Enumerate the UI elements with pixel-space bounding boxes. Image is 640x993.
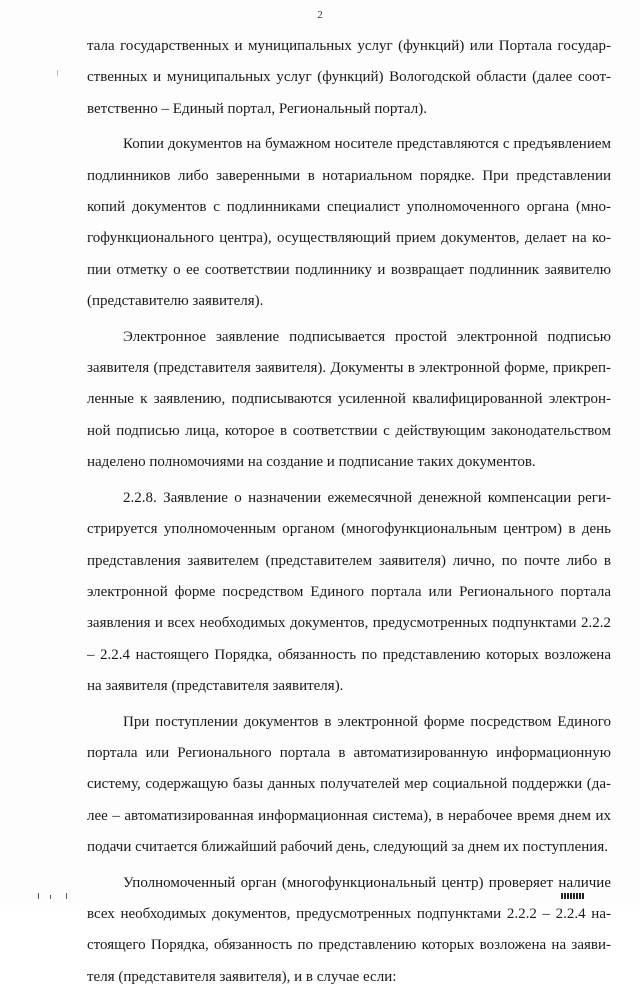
paragraph-document-copies: Копии документов на бумажном носителе представляются с предъявлением подлинников либо заверенными в нотариальном порядке. При представлении копий документов с подлинниками специалист уполномоченного органа (многофункционального центра), осуществляющий прием документов, делает на копии отметку о ее соответствии подлиннику и возвращает подлинник заявителю (представителю заявителя). — [87, 136, 611, 310]
paragraph-electronic-signature: Электронное заявление подписывается простой электронной подписью заявителя (представителя заявителя). Документы в электронной форме, прикрепленные к заявлению, подписываются усиленной квалифицированной электронной подписью лица, которое в соответствии с действующим законодательством наделено полномочиями на создание и подписание таких документов. — [87, 328, 611, 471]
paragraph-2-2-8-registration: 2.2.8. Заявление о назначении ежемесячной денежной компенсации регистрируется уполномоченным органом (многофункциональным центром) в день представления заявителем (представителем заявителя) лично, по почте либо в электронной форме посредством Единого портала или Регионального портала заявления и всех необходимых документов, предусмотренных подпунктами 2.2.2 – 2.2.4 настоящего Порядка, обязанность по представлению которых возложена на заявителя (представителя заявителя). — [87, 489, 611, 695]
scan-mark — [50, 895, 51, 899]
scan-barcode-mark — [561, 893, 585, 899]
paragraph-document-check: Уполномоченный орган (многофункциональный центр) проверяет наличие всех необходимых документов, предусмотренных подпунктами 2.2.2 – 2.2.4 настоящего Порядка, обязанность по представлению которых возложена на заявителя (представителя заявителя), и в случае если: — [87, 874, 611, 985]
scan-mark — [38, 893, 39, 899]
document-body — [87, 31, 611, 993]
paragraph-electronic-receipt: При поступлении документов в электронной форме посредством Единого портала или Регионального портала в автоматизированную информационную систему, содержащую базы данных получателей мер социальной поддержки (далее – автоматизированная информационная система), в нерабочее время днем их подачи считается ближайший рабочий день, следующий за днем их поступления. — [87, 713, 611, 856]
scan-mark — [66, 893, 67, 899]
paragraph-continuation: тала государственных и муниципальных услуг (функций) или Портала государственных и муниципальных услуг (функций) Вологодской области (далее соответственно – Единый портал, Региональный портал). — [87, 38, 611, 117]
scan-mark — [57, 70, 58, 76]
page-number: 2 — [317, 9, 323, 21]
